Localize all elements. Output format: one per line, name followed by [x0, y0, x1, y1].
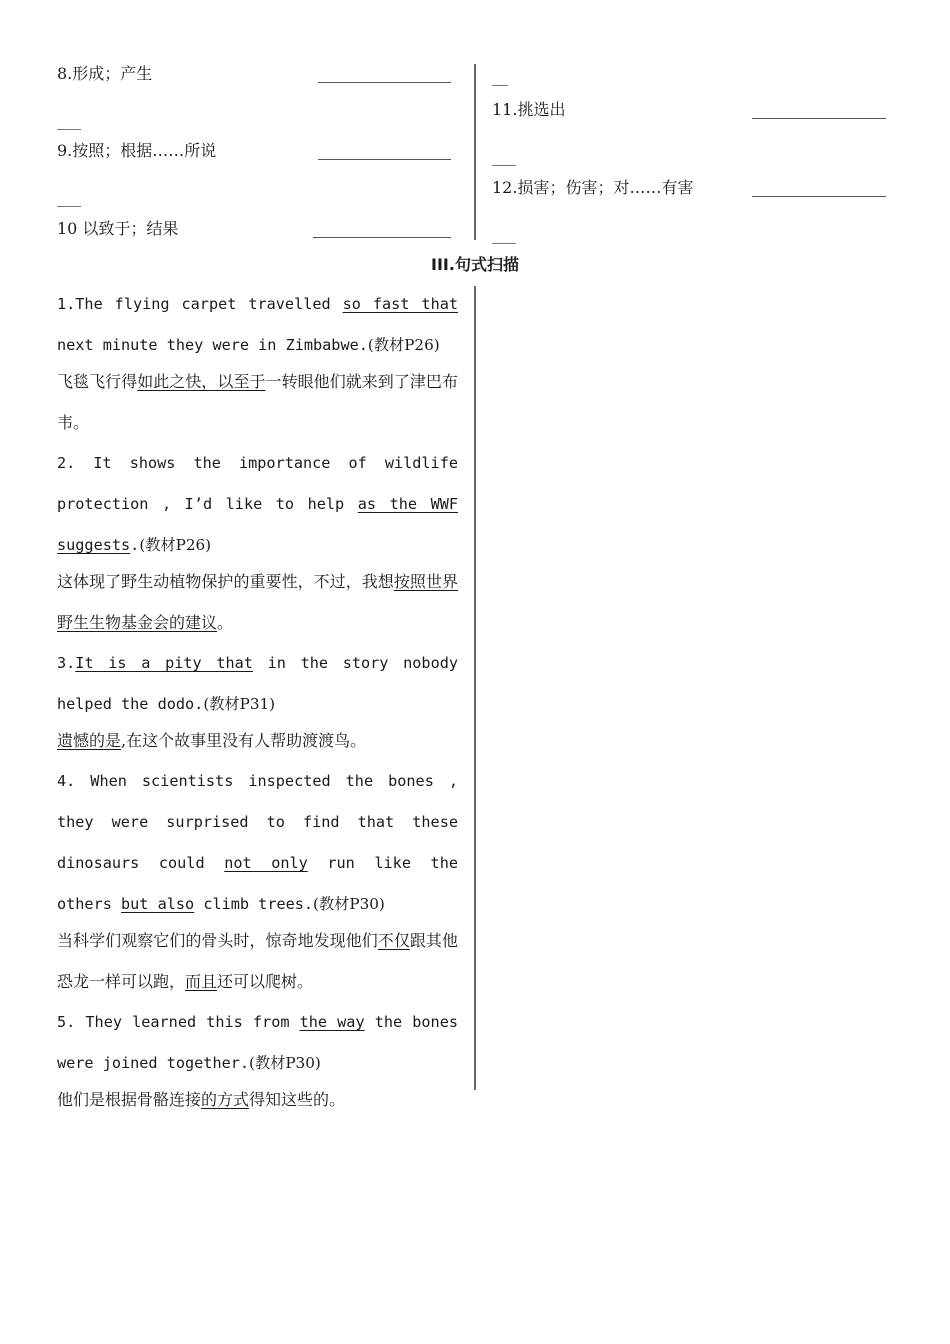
- sentence-chinese: [57, 720, 458, 761]
- key-phrase-translation: 按照世界野生生物基金会的建议: [57, 572, 458, 632]
- translation-text: 还可以爬树。: [217, 972, 314, 991]
- section-title: III.句式扫描: [431, 255, 519, 274]
- translation-text: 得知这些的。: [249, 1090, 346, 1109]
- answer-blank-11[interactable]: [752, 117, 886, 119]
- key-phrase: but also: [121, 895, 195, 913]
- vocab-tail-11: ___: [492, 147, 516, 166]
- key-phrase: not only: [224, 854, 308, 872]
- key-phrase: It is a pity that: [75, 654, 253, 672]
- translation-text: 一转眼他们就来到了津巴布韦。: [57, 372, 458, 432]
- vocab-item-11: 11.挑选出: [492, 100, 566, 119]
- textbook-reference: (教材P30): [313, 895, 385, 913]
- key-phrase-translation: 不仅: [377, 931, 410, 950]
- answer-blank-8[interactable]: [318, 81, 451, 83]
- sentence-english: [57, 643, 458, 725]
- vocab-item-8: 8.形成；产生: [57, 64, 153, 83]
- translation-text: 。: [217, 613, 234, 632]
- sentence-text: climb trees.: [194, 895, 314, 913]
- textbook-reference: (教材P26): [367, 336, 440, 354]
- key-phrase-translation: 的方式: [201, 1090, 250, 1109]
- textbook-reference: (教材P26): [139, 536, 212, 554]
- vocab-item-9: 9.按照；根据……所说: [57, 141, 217, 160]
- sentence-chinese: [57, 920, 458, 1002]
- translation-text: 跟其他恐龙一样可以跑，: [57, 931, 458, 991]
- vocab-item-12: 12.损害；伤害；对……有害: [492, 178, 694, 197]
- sentence-item-2: [57, 443, 458, 643]
- textbook-reference: (教材P31): [203, 695, 276, 713]
- sentence-chinese: [57, 561, 458, 643]
- key-phrase: so fast that: [342, 295, 458, 313]
- sentence-chinese: [57, 1079, 458, 1120]
- column-divider-top: [474, 64, 476, 240]
- sentence-item-5: [57, 1002, 458, 1120]
- key-phrase-translation: 如此之快，以至于: [137, 372, 266, 391]
- vocab-tail-10: __: [492, 67, 508, 86]
- key-phrase: the way: [299, 1013, 365, 1031]
- sentence-english: [57, 443, 458, 566]
- sentence-english: [57, 1002, 458, 1084]
- translation-text: 当科学们观察它们的骨头时，惊奇地发现他们: [57, 931, 378, 950]
- sentence-item-4: [57, 761, 458, 1002]
- textbook-reference: (教材P30): [249, 1054, 321, 1072]
- sentence-text: .: [130, 536, 140, 554]
- translation-text: 这体现了野生动植物保护的重要性，不过，我想: [57, 572, 394, 591]
- sentence-english: [57, 284, 458, 366]
- answer-blank-9[interactable]: [318, 158, 451, 160]
- key-phrase-translation: 遗憾的是: [57, 731, 122, 750]
- sentence-english: [57, 761, 458, 925]
- sentence-list: [57, 284, 458, 1120]
- sentence-item-3: [57, 643, 458, 761]
- translation-text: 飞毯飞行得: [57, 372, 138, 391]
- sentence-text: 2. It shows the importance of wildlife protection , I’d like to help: [57, 454, 458, 513]
- vocab-tail-12: ___: [492, 225, 516, 244]
- sentence-text: 1.The flying carpet travelled: [57, 295, 343, 313]
- sentence-text: 3.: [57, 654, 76, 672]
- vocab-tail-9: ___: [57, 188, 81, 207]
- sentence-item-1: [57, 284, 458, 443]
- key-phrase-translation: 而且: [185, 972, 218, 991]
- sentence-text: 4. When scientists inspected the bones , they were surprised to find that these dinosaurs could: [57, 772, 458, 872]
- answer-blank-12[interactable]: [752, 195, 886, 197]
- sentence-text: the bones were joined together.: [57, 1013, 458, 1072]
- sentence-text: in the story nobody helped the dodo.: [57, 654, 458, 713]
- sentence-chinese: [57, 361, 458, 443]
- translation-text: ,在这个故事里没有人帮助渡渡鸟。: [121, 731, 367, 750]
- sentence-text: 5. They learned this from: [57, 1013, 300, 1031]
- column-divider-bottom: [474, 286, 476, 1090]
- translation-text: 他们是根据骨骼连接: [57, 1090, 202, 1109]
- answer-blank-10[interactable]: [313, 236, 451, 238]
- sentence-text: run like the others: [57, 854, 458, 913]
- sentence-text: next minute they were in Zimbabwe.: [57, 336, 368, 354]
- vocab-item-10: 10 以致于；结果: [57, 219, 179, 238]
- key-phrase: as the WWF suggests: [57, 495, 458, 554]
- vocab-tail-8: ___: [57, 111, 81, 130]
